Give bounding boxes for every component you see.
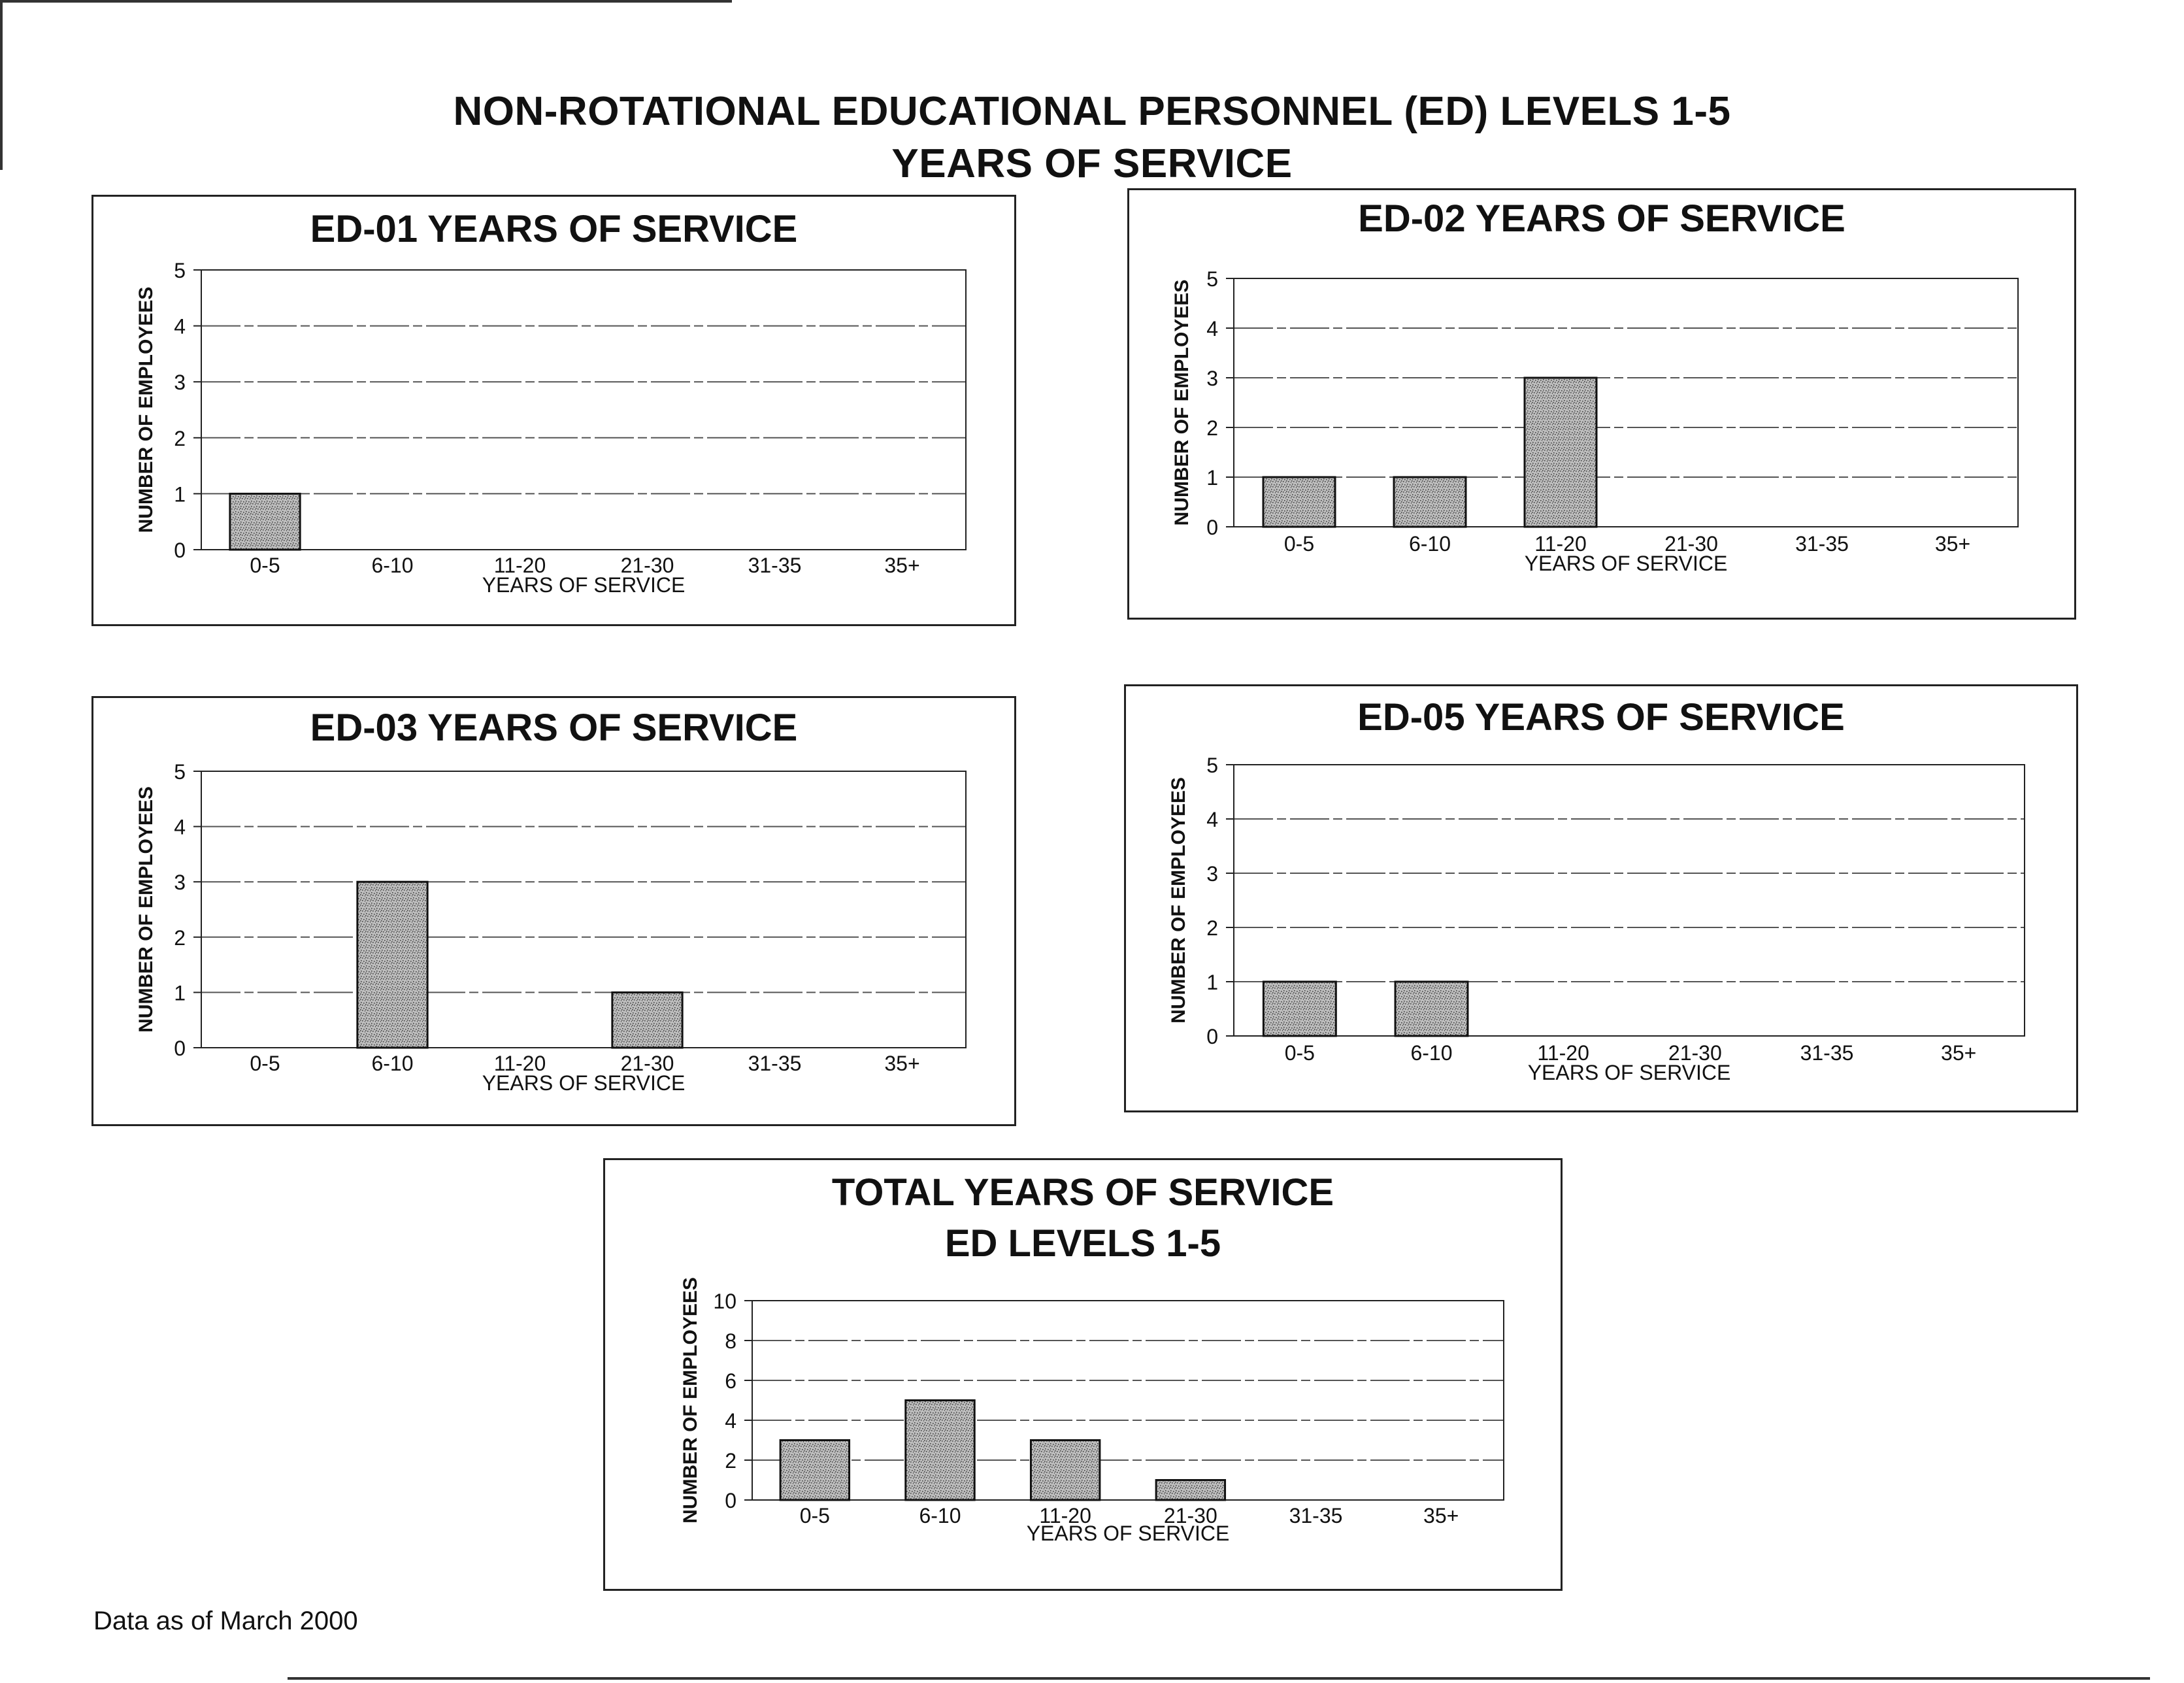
- y-tick-label: 10: [713, 1290, 736, 1313]
- x-tick-label: 0-5: [1284, 1041, 1315, 1065]
- x-tick-label: 35+: [1934, 532, 1971, 556]
- bar: [1031, 1441, 1099, 1501]
- y-tick-label: 2: [1206, 416, 1218, 440]
- x-tick-label: 6-10: [1408, 532, 1451, 556]
- x-tick-label: 31-35: [1289, 1504, 1343, 1527]
- y-tick-label: 2: [174, 925, 186, 950]
- x-tick-label: 0-5: [250, 554, 280, 577]
- page-title: NON-ROTATIONAL EDUCATIONAL PERSONNEL (ED) LEVELS 1-5: [453, 89, 1731, 134]
- y-tick-label: 5: [1206, 267, 1218, 291]
- y-tick-label: 0: [1206, 1025, 1218, 1048]
- x-axis-label: YEARS OF SERVICE: [482, 1071, 686, 1095]
- plot-frame: [1234, 765, 2025, 1036]
- y-tick-label: 3: [1206, 367, 1218, 390]
- chart-panel-ed02: [1127, 188, 2076, 620]
- chart-title: ED-02 YEARS OF SERVICE: [1358, 197, 1845, 240]
- chart-ed01: [93, 197, 1014, 624]
- plot-frame: [201, 771, 966, 1048]
- scan-edge-bottom: [288, 1677, 2150, 1680]
- x-tick-label: 35+: [884, 554, 920, 577]
- x-axis-label: YEARS OF SERVICE: [1026, 1522, 1230, 1545]
- y-tick-label: 4: [174, 314, 186, 339]
- x-tick-label: 35+: [1941, 1041, 1977, 1065]
- x-tick-label: 21-30: [1668, 1041, 1722, 1065]
- x-axis-label: YEARS OF SERVICE: [482, 573, 686, 597]
- bar: [1156, 1480, 1225, 1501]
- y-tick-label: 3: [174, 871, 186, 895]
- x-tick-label: 21-30: [1664, 532, 1718, 556]
- y-axis-label: NUMBER OF EMPLOYEES: [1168, 777, 1189, 1024]
- bar: [230, 493, 300, 550]
- chart-panel-ed03: [91, 696, 1016, 1126]
- y-tick-label: 5: [174, 760, 186, 784]
- y-tick-label: 2: [174, 426, 186, 450]
- x-tick-label: 0-5: [799, 1504, 830, 1527]
- chart-panel-ed01: [91, 195, 1016, 626]
- x-tick-label: 6-10: [371, 554, 414, 577]
- y-tick-label: 2: [725, 1449, 736, 1473]
- y-tick-label: 4: [725, 1409, 736, 1433]
- bar: [357, 882, 427, 1048]
- chart-ed02: [1129, 190, 2074, 618]
- x-tick-label: 0-5: [250, 1052, 280, 1075]
- chart-subtitle: ED LEVELS 1-5: [944, 1222, 1221, 1265]
- y-axis-label: NUMBER OF EMPLOYEES: [680, 1277, 701, 1524]
- bar: [1263, 982, 1336, 1036]
- y-tick-label: 1: [1206, 971, 1218, 994]
- y-tick-label: 5: [174, 259, 186, 282]
- y-tick-label: 4: [1206, 317, 1218, 341]
- y-tick-label: 4: [1206, 808, 1218, 831]
- x-tick-label: 11-20: [493, 1052, 546, 1075]
- x-tick-label: 6-10: [1410, 1041, 1453, 1065]
- x-tick-label: 31-35: [1795, 532, 1849, 556]
- y-tick-label: 1: [1206, 466, 1218, 490]
- chart-title: ED-03 YEARS OF SERVICE: [310, 707, 798, 749]
- x-axis-label: YEARS OF SERVICE: [1527, 1061, 1731, 1084]
- x-tick-label: 11-20: [1534, 532, 1587, 556]
- x-tick-label: 11-20: [493, 554, 546, 577]
- chart-title: ED-01 YEARS OF SERVICE: [310, 208, 798, 250]
- y-tick-label: 1: [174, 482, 186, 507]
- bar: [1394, 477, 1466, 527]
- y-tick-label: 1: [174, 981, 186, 1005]
- x-tick-label: 31-35: [1800, 1041, 1854, 1065]
- x-tick-label: 21-30: [620, 1052, 674, 1075]
- x-tick-label: 0-5: [1283, 532, 1315, 556]
- x-tick-label: 31-35: [748, 554, 802, 577]
- y-axis-label: NUMBER OF EMPLOYEES: [135, 286, 157, 533]
- chart-title: ED-05 YEARS OF SERVICE: [1357, 696, 1845, 739]
- y-tick-label: 0: [174, 539, 186, 562]
- y-tick-label: 4: [174, 815, 186, 839]
- bar: [1525, 378, 1597, 527]
- page-subtitle: YEARS OF SERVICE: [891, 141, 1293, 186]
- y-axis-label: NUMBER OF EMPLOYEES: [1171, 279, 1193, 526]
- bar: [1395, 982, 1468, 1036]
- bar: [1263, 477, 1335, 527]
- y-tick-label: 3: [174, 371, 186, 395]
- plot-frame: [1234, 278, 2018, 527]
- y-tick-label: 5: [1206, 754, 1218, 777]
- x-tick-label: 31-35: [748, 1052, 802, 1075]
- x-tick-label: 6-10: [919, 1504, 961, 1527]
- y-tick-label: 0: [1206, 516, 1218, 539]
- x-axis-label: YEARS OF SERVICE: [1524, 552, 1728, 575]
- y-tick-label: 8: [725, 1329, 736, 1353]
- chart-ed05: [1126, 686, 2076, 1110]
- chart-panel-total: [603, 1158, 1563, 1591]
- x-tick-label: 21-30: [1163, 1504, 1217, 1527]
- x-tick-label: 11-20: [1039, 1504, 1091, 1527]
- chart-panel-ed05: [1124, 684, 2078, 1112]
- bar: [612, 992, 682, 1048]
- data-date-note: Data as of March 2000: [93, 1607, 358, 1635]
- y-tick-label: 0: [174, 1037, 186, 1060]
- plot-frame: [201, 270, 966, 550]
- y-tick-label: 0: [725, 1489, 736, 1512]
- y-tick-label: 6: [725, 1369, 736, 1393]
- chart-ed03: [93, 698, 1014, 1124]
- bar: [906, 1401, 974, 1501]
- plot-frame: [752, 1301, 1504, 1500]
- chart-total: [605, 1160, 1561, 1589]
- y-tick-label: 3: [1206, 862, 1218, 886]
- bar: [780, 1441, 849, 1501]
- y-tick-label: 2: [1206, 916, 1218, 940]
- x-tick-label: 35+: [884, 1052, 920, 1075]
- chart-title: TOTAL YEARS OF SERVICE: [831, 1171, 1334, 1214]
- x-tick-label: 35+: [1423, 1504, 1459, 1527]
- x-tick-label: 6-10: [371, 1052, 414, 1075]
- x-tick-label: 11-20: [1537, 1041, 1589, 1065]
- scan-edge-top: [0, 0, 732, 3]
- y-axis-label: NUMBER OF EMPLOYEES: [135, 786, 157, 1033]
- x-tick-label: 21-30: [620, 554, 674, 577]
